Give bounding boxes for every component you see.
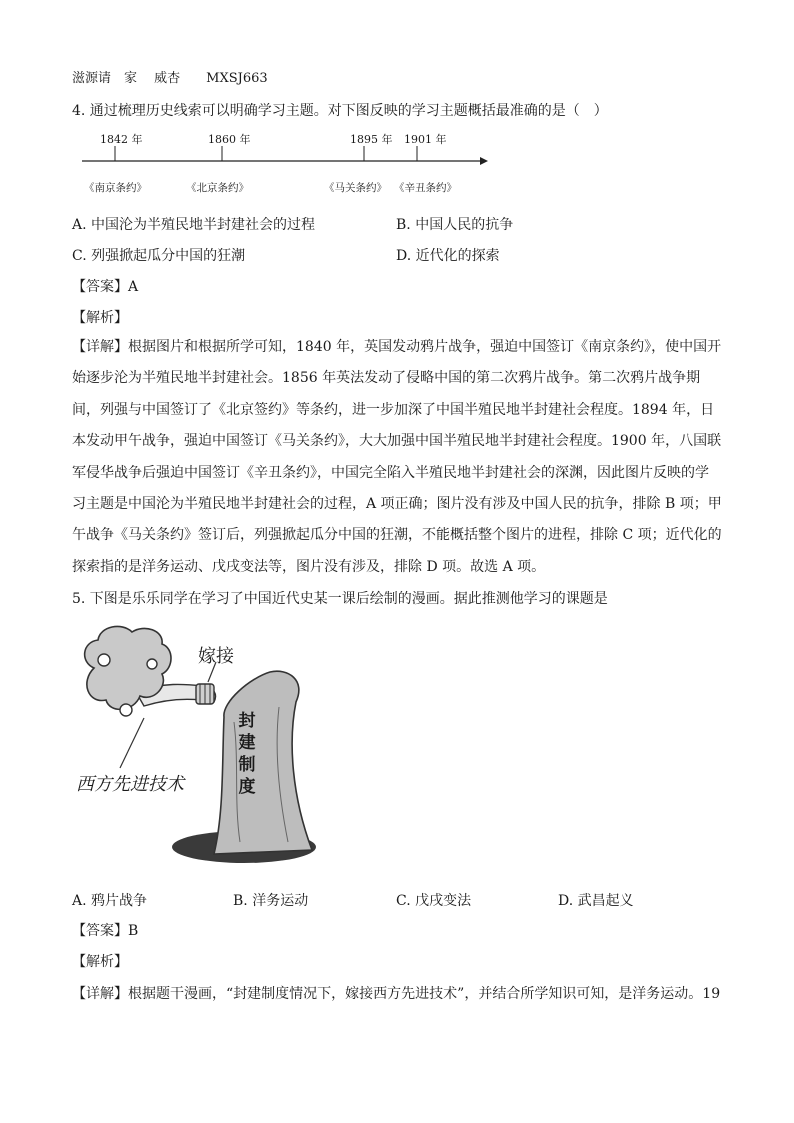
q4-detail-tag: 【详解】 <box>72 339 128 355</box>
q4-detail-text: 根据图片和根据所学可知，1840 年，英国发动鸦片战争，强迫中国签订《南京条约》，使中国开始逐步沦为半殖民地半封建社会。1856 年英法发动了侵略中国的第二次鸦片战争。第二次鸦片战争期间，列强与中国签订了《北京签约》等条约，进一步加深了中国半殖民地半封建社会程度。1894 年，日本发动甲午战争，强迫中国签订《马关条约》，大大加强中国半殖民地半封建社会程度。1900 年，八国联军侵华战争后强迫中国签订《辛丑条约》，中国完全陷入半殖民地半封建社会的深渊，因此图片反映的学习主题是中国沦为半殖民地半封建社会的过程，A 项正确；图片没有涉及中国人民的抗争，排除 B 项；甲午战争《马关条约》签订后，列强掀起瓜分中国的狂潮，不能概括整个图片的进程，排除 C 项；近代化的探索指的是洋务运动、戊戌变法等，图片没有涉及，排除 D 项。故选 A 项。 <box>72 339 722 575</box>
q4-option-a: A. 中国沦为半殖民地半封建社会的过程 <box>72 217 316 233</box>
header-watermark: 滋源请 家 威杏 MXSJ663 <box>72 71 268 86</box>
q4-option-d: D. 近代化的探索 <box>396 248 500 264</box>
q5-stem: 5. 下图是乐乐同学在学习了中国近代史某一课后绘制的漫画。据此推测他学习的课题是 <box>72 591 608 607</box>
q5-analysis-tag: 【解析】 <box>72 954 128 970</box>
timeline-treaty-maguan: 《马关条约》 <box>324 182 387 194</box>
q5-cartoon <box>74 622 334 872</box>
q4-option-b: B. 中国人民的抗争 <box>396 217 514 233</box>
timeline-year-1860: 1860 年 <box>208 133 251 146</box>
q4-answer-tag: 【答案】 <box>72 279 128 295</box>
q5-detail-tag: 【详解】 <box>72 986 128 1002</box>
q5-answer-value: B <box>128 923 139 939</box>
q4-answer <box>72 276 138 296</box>
trunk-char-4: 度 <box>238 777 256 797</box>
timeline-year-1901: 1901 年 <box>404 133 447 146</box>
cartoon-trunk-label <box>235 710 259 798</box>
q4-analysis-tag: 【解析】 <box>72 310 128 326</box>
q4-answer-value: A <box>128 279 139 295</box>
cartoon-graft-label: 嫁接 <box>198 646 234 667</box>
q5-option-a: A. 鸦片战争 <box>72 893 148 909</box>
cartoon-crown-label: 西方先进技术 <box>76 774 184 795</box>
trunk-char-3: 制 <box>238 755 256 775</box>
q4-timeline <box>72 128 502 198</box>
timeline-treaty-beijing: 《北京条约》 <box>186 182 249 194</box>
q5-option-d: D. 武昌起义 <box>558 893 634 909</box>
timeline-year-1895: 1895 年 <box>350 133 393 146</box>
timeline-treaty-nanjing: 《南京条约》 <box>84 182 147 194</box>
trunk-char-1: 封 <box>238 711 256 731</box>
q5-option-b: B. 洋务运动 <box>233 893 309 909</box>
q5-detail <box>72 983 720 1003</box>
q5-option-c: C. 戊戌变法 <box>396 893 472 909</box>
q4-option-c: C. 列强掀起瓜分中国的狂潮 <box>72 248 246 264</box>
q5-answer-tag: 【答案】 <box>72 923 128 939</box>
q4-stem: 4. 通过梳理历史线索可以明确学习主题。对下图反映的学习主题概括最准确的是（ ） <box>72 103 608 119</box>
q5-detail-text: 根据题干漫画，“封建制度情况下，嫁接西方先进技术”，并结合所学知识可知，是洋务运动。19 <box>128 986 721 1002</box>
timeline-treaty-xinchou: 《辛丑条约》 <box>394 182 457 194</box>
q5-answer <box>72 920 138 940</box>
q4-detail <box>72 332 722 583</box>
trunk-char-2: 建 <box>238 733 256 753</box>
timeline-year-1842: 1842 年 <box>100 133 143 146</box>
